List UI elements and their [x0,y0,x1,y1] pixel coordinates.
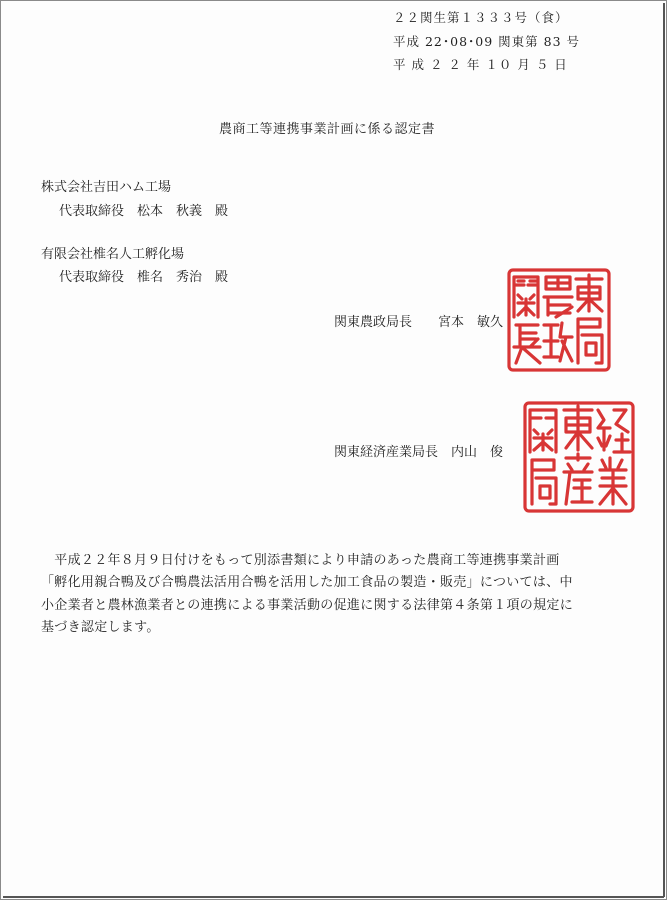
body-line-3: 小企業者と農林漁業者との連携による事業活動の促進に関する法律第４条第１項の規定に [41,598,574,613]
body-line-2: 「孵化用親合鴨及び合鴨農法活用合鴨を活用した加工食品の製造・販売」については、中 [41,575,573,590]
issuer-kanto-economy: 関東経済産業局長 内山 俊 [334,445,504,460]
recipient-company-2: 有限会社椎名人工孵化場 [41,247,185,262]
issuer-kanto-agriculture: 関東農政局長 宮本 敏久 [334,315,504,330]
recipient-representative-2: 代表取締役 椎名 秀治 殿 [59,270,229,285]
official-seal-agriculture [506,267,612,373]
recipient-representative-1: 代表取締役 松本 秋義 殿 [59,204,229,219]
body-line-4: 基づき認定します。 [41,620,160,635]
issue-date: 平 成 ２ ２ 年 １０ 月 ５ 日 [393,57,568,72]
document-title: 農商工等連携事業計画に係る認定書 [219,122,436,137]
reference-number-1: ２２関生第１３３３号（食） [393,10,569,25]
recipient-company-1: 株式会社吉田ハム工場 [41,180,172,195]
reference-number-2: 平成 22･08･09 関東第 83 号 [393,34,581,49]
page-edge-right [663,3,665,897]
official-seal-economy [522,400,636,514]
page-edge-bottom [3,896,664,898]
body-line-1: 平成２２年８月９日付けをもって別添書類により申請のあった農商工等連携事業計画 [41,553,560,568]
